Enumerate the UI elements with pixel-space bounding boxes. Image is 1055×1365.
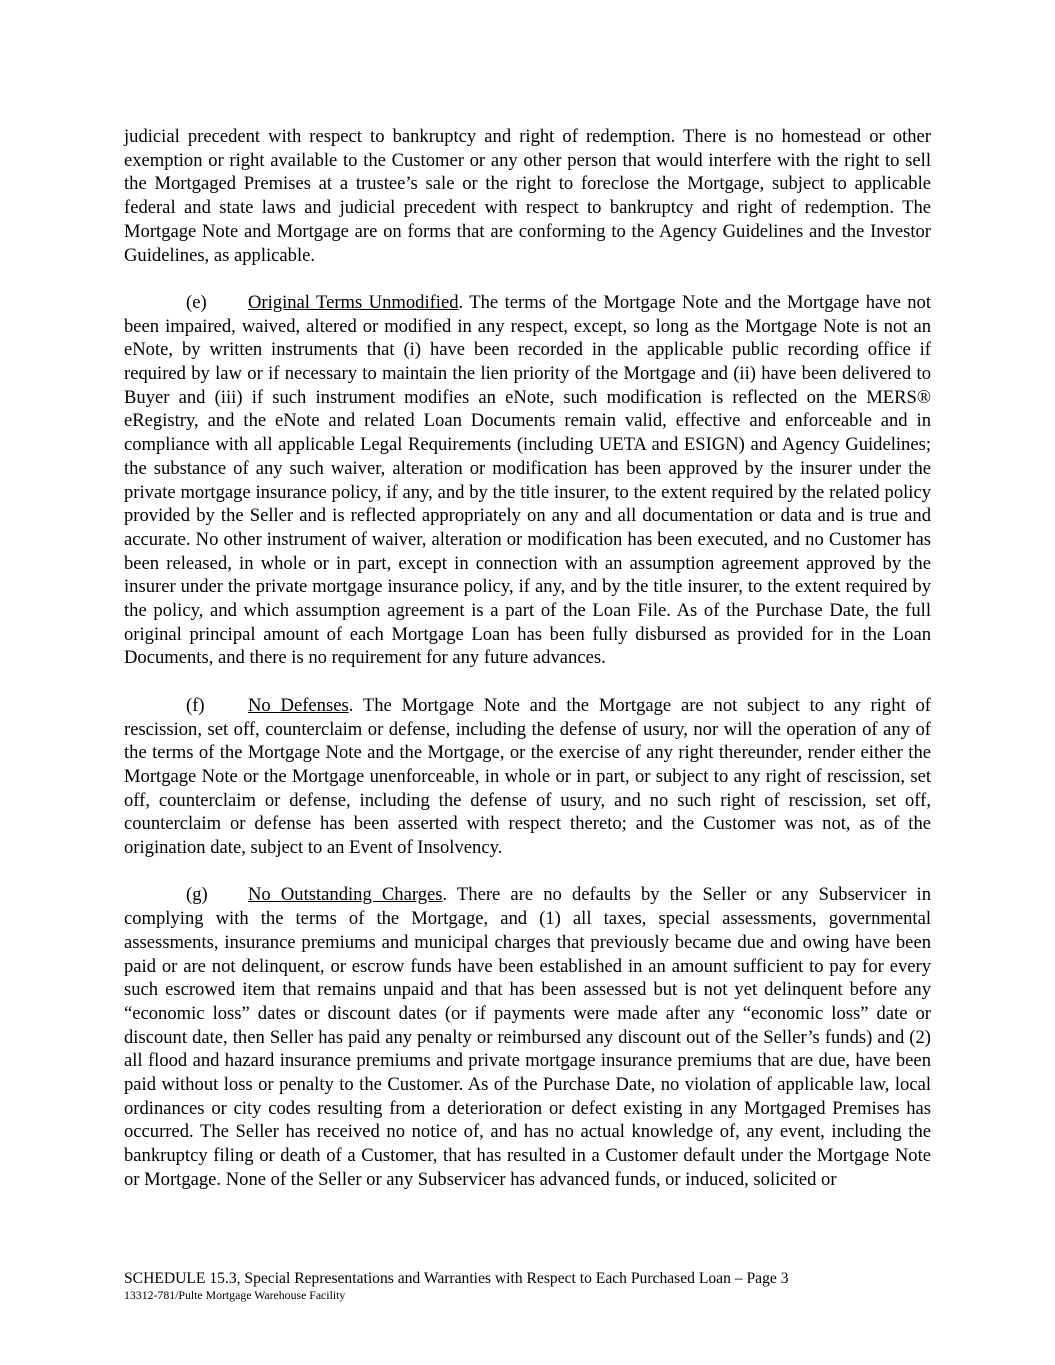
paragraph-heading: No Defenses (248, 694, 349, 716)
paragraph-number: (g) (186, 884, 208, 906)
footer-document-id: 13312-781/Pulte Mortgage Warehouse Facility (124, 1288, 346, 1302)
footer-schedule-title: SCHEDULE 15.3, Special Representations and Warranties with Respect to Each Purchased Loan – Page 3 (124, 1270, 789, 1287)
paragraph-text: . The terms of the Mortgage Note and the Mortgage have not been impaired, waived, altered or modified in any respect, except, so long as the Mortgage Note is not an eNote, by written instruments that (i) have been recorded in the applicable public recording office if required by law or if necessary to maintain the lien priority of the Mortgage and (ii) have been delivered to Buyer and (iii) if such instrument modifies an eNote, such modification is reflected on the MERS® eRegistry, and the eNote and related Loan Documents remain valid, effective and enforceable and in compliance with all applicable Legal Requirements (including UETA and ESIGN) and Agency Guidelines; the substance of any such waiver, alteration or modification has been approved by the insurer under the private mortgage insurance policy, if any, and by the title insurer, to the extent required by the related policy provided by the Seller and is reflected appropriately on any and all documentation or data and is true and accurate. No other instrument of waiver, alteration or modification has been executed, and no Customer has been released, in whole or in part, except in connection with an assumption agreement approved by the insurer under the private mortgage insurance policy, if any, and by the title insurer, to the extent required by the policy, and which assumption agreement is a part of the Loan File. As of the Purchase Date, the full original principal amount of each Mortgage Loan has been fully disbursed as provided for in the Loan Documents, and there is no requirement for any future advances. (124, 291, 931, 669)
document-body (124, 125, 931, 1215)
paragraph-g (124, 883, 931, 1191)
paragraph-f (124, 694, 931, 860)
paragraph-heading: Original Terms Unmodified (248, 291, 459, 313)
paragraph-continuation: judicial precedent with respect to bankruptcy and right of redemption. There is no homestead or other exemption or right available to the Customer or any other person that would interfere with the right to sell the Mortgaged Premises at a trustee’s sale or the right to foreclose the Mortgage, subject to applicable federal and state laws and judicial precedent with respect to bankruptcy and right of redemption. The Mortgage Note and Mortgage are on forms that are conforming to the Agency Guidelines and the Investor Guidelines, as applicable. (124, 126, 931, 266)
paragraph-text: . There are no defaults by the Seller or any Subservicer in complying with the terms of the Mortgage, and (1) all taxes, special assessments, governmental assessments, insurance premiums and municipal charges that previously became due and owing have been paid or are not delinquent, or escrow funds have been established in an amount sufficient to pay for every such escrowed item that remains unpaid and that has been assessed but is not yet delinquent before any “economic loss” dates or discount dates (or if payments were made after any “economic loss” date or discount date, then Seller has paid any penalty or reimbursed any discount out of the Seller’s funds) and (2) all flood and hazard insurance premiums and private mortgage insurance premiums that are due, have been paid without loss or penalty to the Customer. As of the Purchase Date, no violation of applicable law, local ordinances or city codes resulting from a deterioration or defect existing in any Mortgaged Premises has occurred. The Seller has received no notice of, and has no actual knowledge of, any event, including the bankruptcy filing or death of a Customer, that has resulted in a Customer default under the Mortgage Note or Mortgage. None of the Seller or any Subservicer has advanced funds, or induced, solicited or (124, 884, 932, 1190)
paragraph-number: (e) (186, 291, 207, 313)
paragraph-number: (f) (186, 694, 205, 716)
paragraph-heading: No Outstanding Charges (248, 884, 443, 906)
paragraph-text: . The Mortgage Note and the Mortgage are not subject to any right of rescission, set off, counterclaim or defense, including the defense of usury, nor will the operation of any of the terms of the Mortgage Note and the Mortgage, or the exercise of any right thereunder, render either the Mortgage Note or the Mortgage unenforceable, in whole or in part, or subject to any right of rescission, set off, counterclaim or defense, including the defense of usury, and no such right of rescission, set off, counterclaim or defense has been asserted with respect thereto; and the Customer was not, as of the origination date, subject to an Event of Insolvency. (124, 694, 931, 859)
paragraph-e (124, 291, 931, 670)
page-footer (124, 1269, 944, 1303)
